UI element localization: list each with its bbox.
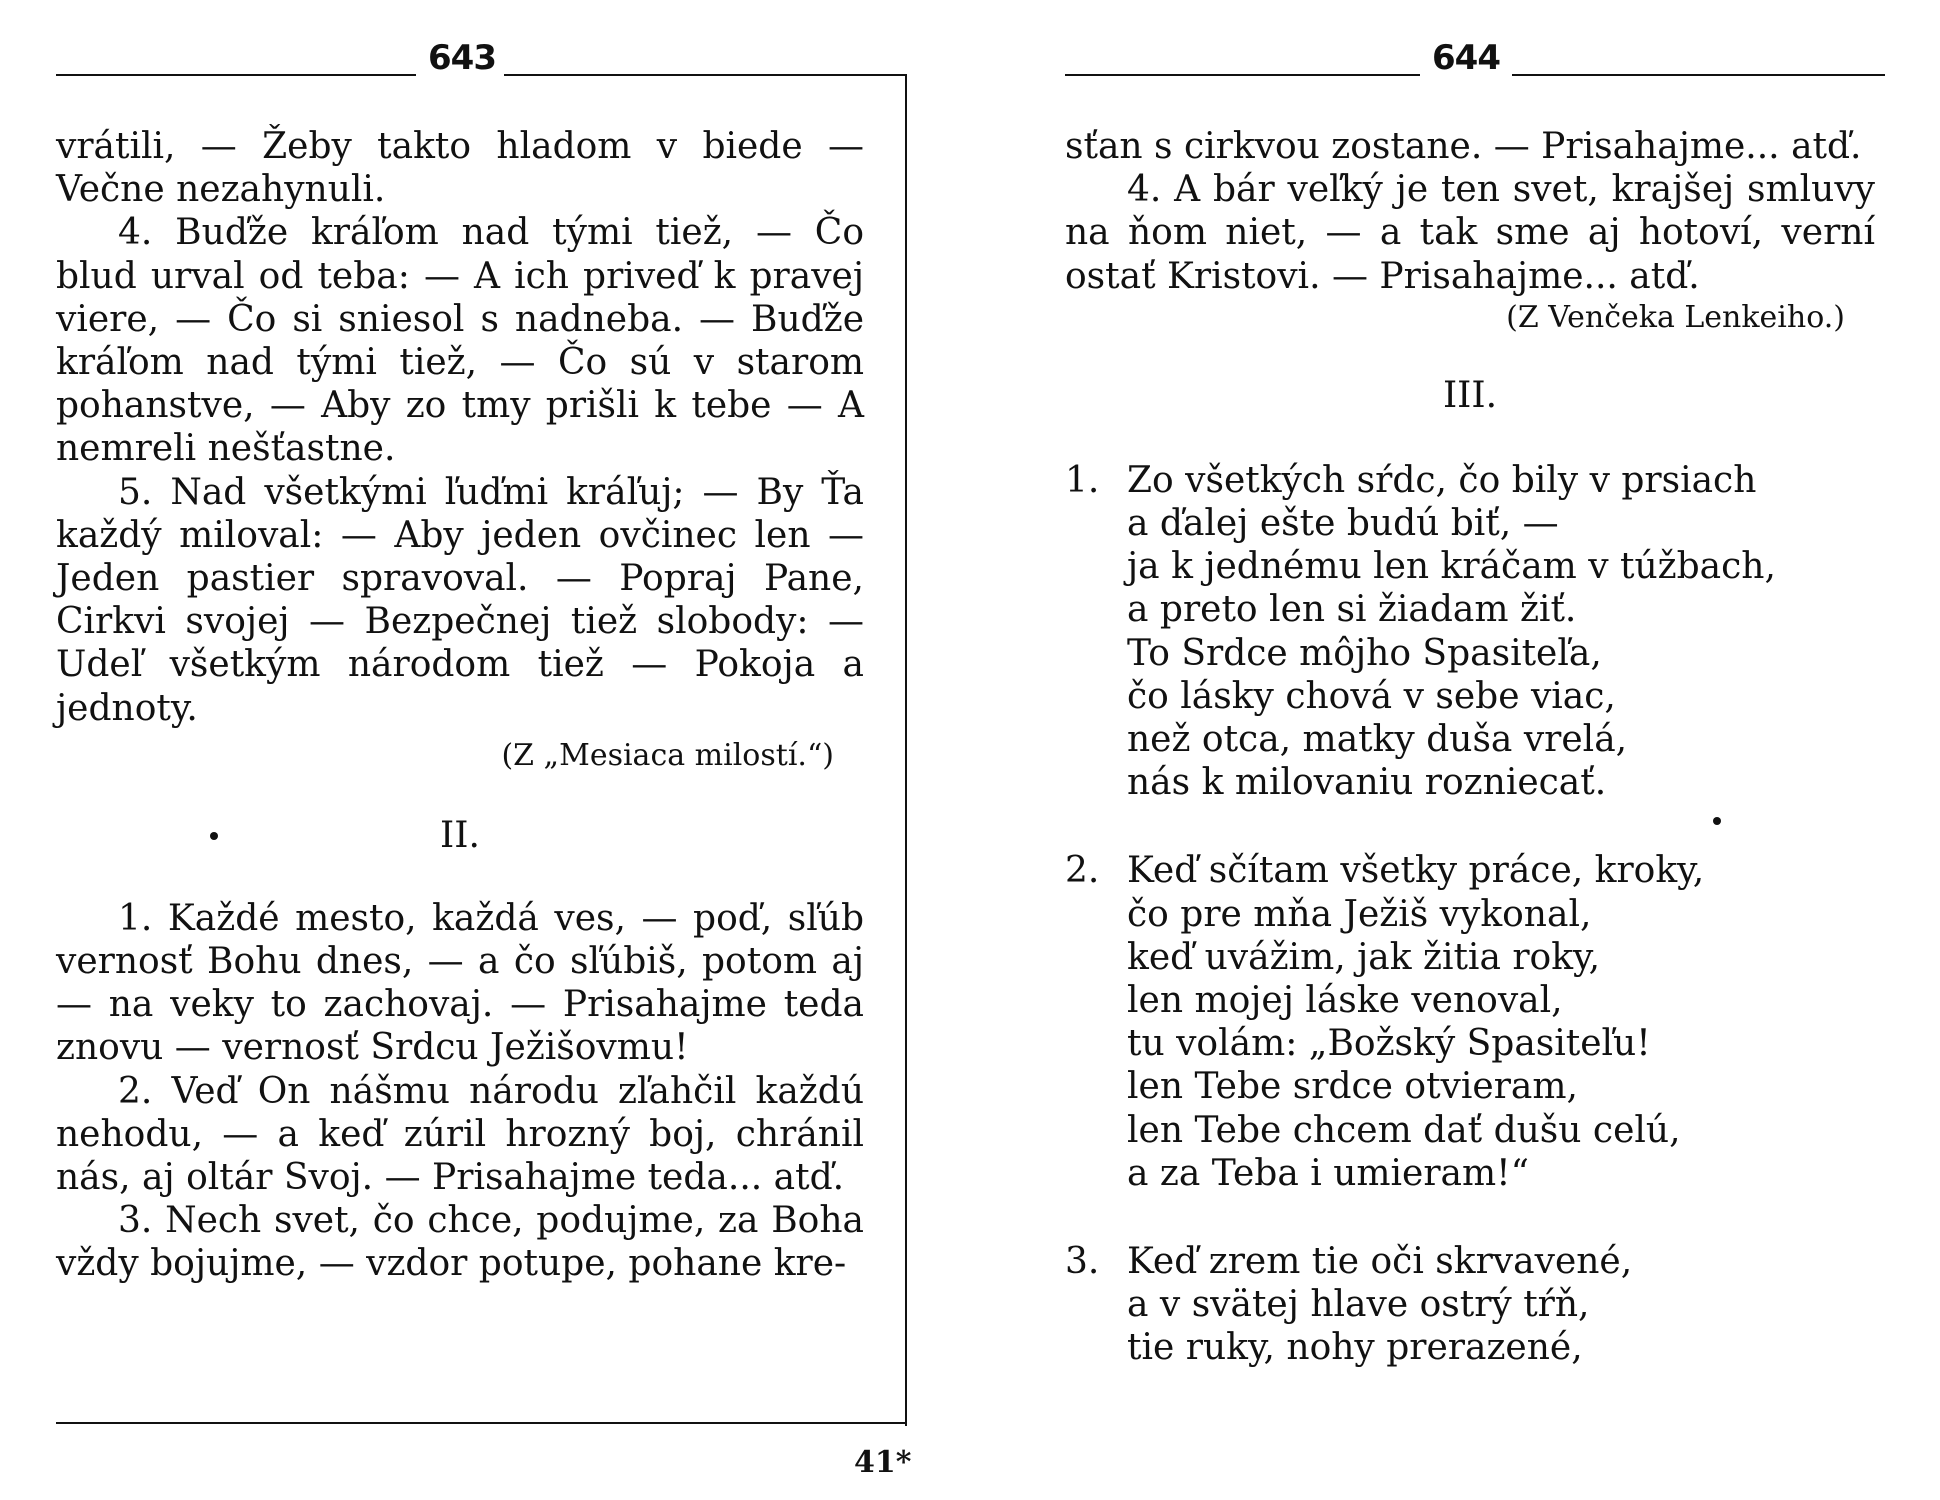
text-column	[56, 125, 864, 1286]
verse-line: tie ruky, nohy prerazené,	[1127, 1327, 1583, 1369]
paragraph: 1. Každé mesto, každá ves, — poď, sľúb vernosť Bohu dnes, — a čo sľúbiš, potom aj — na veky to zachovaj. — Prisahajme teda znovu — vernosť Srdcu Ježišovmu!	[56, 897, 864, 1069]
stanza	[1065, 459, 1875, 805]
right-page	[1065, 0, 1885, 1430]
paragraph: 5. Nad všetkými ľuďmi kráľuj; — By Ťa každý miloval: — Aby jeden ovčinec len — Jeden pastier spravoval. — Popraj Pane, Cirkvi svojej — Bezpečnej tiež slobody: — Udeľ všetkým národom tiež — Pokoja a jednoty.	[56, 471, 864, 729]
verse-line: len Tebe srdce otvieram,	[1127, 1066, 1578, 1108]
page-header	[1065, 38, 1885, 82]
verse-line: tu volám: „Božský Spasiteľu!	[1127, 1023, 1651, 1065]
left-page	[56, 0, 912, 1480]
column-rule	[905, 74, 907, 1426]
section-heading: III.	[1442, 374, 1498, 416]
header-rule	[504, 74, 906, 76]
stanza-number: 3.	[1065, 1241, 1100, 1283]
paragraph: vrátili, — Žeby takto hladom v biede — Večne nezahynuli.	[56, 126, 864, 211]
page-number: 644	[1432, 38, 1500, 78]
paragraph: 4. A bár veľký je ten svet, krajšej smluvy na ňom niet, — a tak sme aj hotoví, verní ostať Kristovi. — Prisahajme... atď.	[1065, 169, 1875, 297]
header-rule	[1065, 74, 1420, 76]
verse-line: To Srdce môjho Spasiteľa,	[1127, 632, 1602, 674]
attribution: (Z „Mesiaca milostí.“)	[501, 737, 834, 773]
verse-line: a preto len si žiadam žiť.	[1127, 589, 1577, 631]
verse-line: nás k milovaniu rozniecať.	[1127, 762, 1607, 804]
section-heading-text: II.	[440, 814, 480, 856]
stanza	[1065, 849, 1875, 1195]
verse-line: len mojej láske venoval,	[1127, 980, 1563, 1022]
verse-line: ja k jednému len kráčam v túžbach,	[1127, 546, 1776, 588]
verse-line: a v svätej hlave ostrý tŕň,	[1127, 1284, 1590, 1326]
stanza-number: 1.	[1065, 459, 1100, 501]
verse-line: len Tebe chcem dať dušu celú,	[1127, 1109, 1681, 1151]
verse-line: Zo všetkých sŕdc, čo bily v prsiach	[1127, 459, 1757, 501]
attribution: (Z Venčeka Lenkeiho.)	[1506, 299, 1845, 335]
signature-mark: 41*	[854, 1445, 912, 1480]
section-heading	[56, 814, 864, 857]
dot-mark	[210, 832, 218, 840]
paragraph: 4. Buďže kráľom nad tými tiež, — Čo blud urval od teba: — A ich priveď k pravej viere, — Čo si sniesol s nadneba. — Buďže kráľom nad tými tiež, — Čo sú v starom pohanstve, — Aby zo tmy prišli k tebe — A nemreli nešťastne.	[56, 212, 864, 470]
paragraph: 3. Nech svet, čo chce, podujme, za Boha vždy bojujme, — vzdor potupe, pohane kre-	[56, 1200, 864, 1285]
paragraph: sťan s cirkvou zostane. — Prisahajme... atď.	[1065, 126, 1862, 167]
page-number: 643	[428, 38, 496, 78]
verse-line: keď uvážim, jak žitia roky,	[1127, 936, 1601, 978]
stanza	[1065, 1240, 1875, 1370]
verse-line: a ďalej ešte budú biť, —	[1127, 503, 1559, 545]
verse-line: Keď sčítam všetky práce, kroky,	[1127, 850, 1705, 892]
dot-mark	[1713, 817, 1721, 825]
verse-line: a za Teba i umieram!“	[1127, 1152, 1530, 1194]
footer-rule	[56, 1422, 907, 1424]
text-column	[1065, 125, 1875, 1370]
verse-line: čo pre mňa Ježiš vykonal,	[1127, 893, 1592, 935]
verse-line: čo lásky chová v sebe viac,	[1127, 675, 1616, 717]
header-rule	[56, 74, 416, 76]
page-header	[56, 38, 911, 82]
verse-line: Keď zrem tie oči skrvavené,	[1127, 1241, 1633, 1283]
stanza-number: 2.	[1065, 850, 1100, 892]
verse-line: než otca, matky duša vrelá,	[1127, 719, 1628, 761]
paragraph: 2. Veď On nášmu národu zľahčil každú nehodu, — a keď zúril hrozný boj, chránil nás, aj oltár Svoj. — Prisahajme teda... atď.	[56, 1070, 864, 1199]
header-rule	[1512, 74, 1885, 76]
